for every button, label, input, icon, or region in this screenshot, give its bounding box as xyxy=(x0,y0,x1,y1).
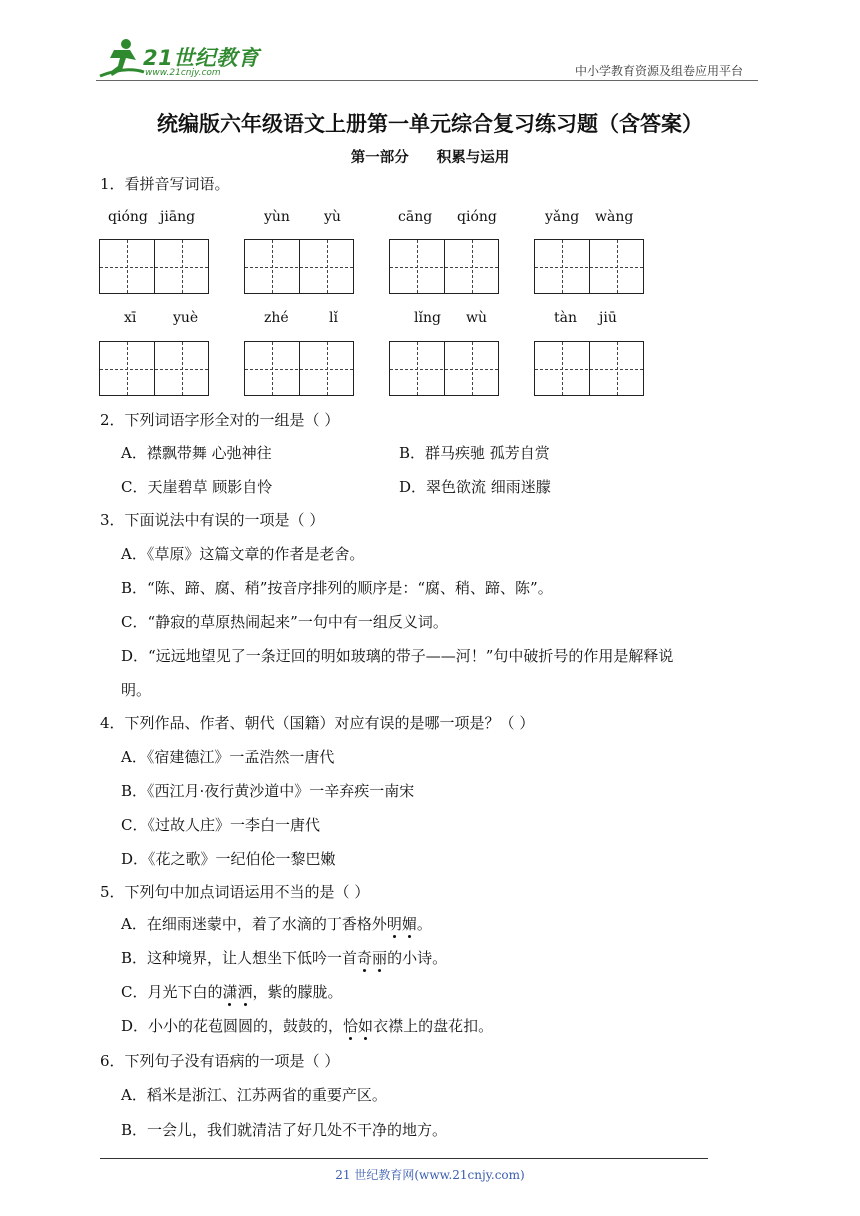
writing-box[interactable] xyxy=(389,239,499,294)
dotted-char: 明 xyxy=(386,915,402,933)
dotted-char: 恰 xyxy=(343,1017,359,1035)
dotted-char: 潇 xyxy=(222,983,238,1001)
option-b[interactable]: B．一会儿，我们就清洁了好几处不干净的地方。 xyxy=(121,1121,448,1139)
option-d-continued: 明。 xyxy=(121,681,152,699)
pinyin: yùn xyxy=(264,209,290,225)
pinyin: zhé xyxy=(264,310,289,326)
page-title: 统编版六年级语文上册第一单元综合复习练习题（含答案） xyxy=(157,111,703,136)
dotted-char: 丽 xyxy=(372,949,388,967)
option-c[interactable] xyxy=(121,982,343,1002)
header-platform-text: 中小学教育资源及组卷应用平台 xyxy=(575,64,744,78)
subtitle-section: 积累与运用 xyxy=(436,149,510,166)
question-4: 4．下列作品、作者、朝代（国籍）对应有误的是哪一项是？（ ） xyxy=(100,714,535,732)
question-5: 5．下列句中加点词语运用不当的是（ ） xyxy=(100,883,370,901)
question-2: 2．下列词语字形全对的一组是（ ） xyxy=(100,411,340,429)
pinyin: lǐng xyxy=(414,310,441,326)
dotted-char: 如 xyxy=(358,1017,374,1035)
pinyin: lǐ xyxy=(329,310,338,326)
footer-text: 21 世纪教育网(www.21cnjy.com) xyxy=(335,1168,525,1182)
option-a[interactable]: A．《草原》这篇文章的作者是老舍。 xyxy=(121,545,365,563)
option-b[interactable]: B．“陈、蹄、腐、稍”按音序排列的顺序是：“腐、稍、蹄、陈”。 xyxy=(121,579,553,597)
dotted-char: 洒 xyxy=(237,983,253,1001)
pinyin: wàng xyxy=(595,209,634,225)
pinyin: jiū xyxy=(599,310,617,326)
dotted-char: 媚 xyxy=(401,915,417,933)
option-d[interactable]: D．《花之歌》一纪伯伦一黎巴嫩 xyxy=(121,850,336,868)
footer-divider xyxy=(100,1158,708,1159)
option-b[interactable]: B．群马疾驰 孤芳自赏 xyxy=(399,444,550,462)
option-b[interactable]: B．《西江月·夜行黄沙道中》一辛弃疾一南宋 xyxy=(121,782,415,800)
writing-box[interactable] xyxy=(99,341,209,396)
section-subtitle xyxy=(0,146,860,167)
pinyin: wù xyxy=(466,310,487,326)
option-text: A．在细雨迷蒙中，着了水滴的丁香格外 xyxy=(121,915,387,933)
option-d[interactable] xyxy=(121,1016,493,1036)
option-a[interactable]: A．稻米是浙江、江苏两省的重要产区。 xyxy=(121,1086,387,1104)
option-text: B．这种境界，让人想坐下低吟一首 xyxy=(121,949,358,967)
pinyin: yù xyxy=(324,209,341,225)
option-text: C．月光下白的 xyxy=(121,983,223,1001)
option-c[interactable]: C．天崖碧草 顾影自怜 xyxy=(121,478,273,496)
dotted-char: 奇 xyxy=(357,949,373,967)
writing-box[interactable] xyxy=(534,239,644,294)
question-6: 6．下列句子没有语病的一项是（ ） xyxy=(100,1052,340,1070)
option-text: 的小诗。 xyxy=(387,949,448,967)
option-text: 。 xyxy=(416,915,432,933)
option-text: ，紫的朦胧。 xyxy=(252,983,343,1001)
option-a[interactable]: A．襟飘带舞 心弛神往 xyxy=(121,444,272,462)
option-a[interactable] xyxy=(121,914,432,934)
pinyin: qióng xyxy=(457,209,497,225)
pinyin: xī xyxy=(124,310,137,326)
question-3: 3．下面说法中有误的一项是（ ） xyxy=(100,511,325,529)
pinyin: tàn xyxy=(554,310,577,326)
option-d[interactable]: D．翠色欲流 细雨迷朦 xyxy=(399,478,551,496)
option-c[interactable]: C．《过故人庄》一李白一唐代 xyxy=(121,816,320,834)
writing-box[interactable] xyxy=(389,341,499,396)
option-b[interactable] xyxy=(121,948,447,968)
runner-icon xyxy=(100,39,144,76)
writing-box[interactable] xyxy=(244,239,354,294)
option-c[interactable]: C．“静寂的草原热闹起来”一句中有一组反义词。 xyxy=(121,613,448,631)
header-divider xyxy=(96,80,758,81)
logo-text: 21世纪教育 xyxy=(143,46,260,70)
pinyin: jiāng xyxy=(160,209,196,225)
option-text: 衣襟上的盘花扣。 xyxy=(373,1017,494,1035)
pinyin: yuè xyxy=(173,310,199,326)
writing-box[interactable] xyxy=(244,341,354,396)
pinyin: cāng xyxy=(398,209,433,225)
question-1: 1．看拼音写词语。 xyxy=(100,175,230,193)
option-a[interactable]: A．《宿建德江》一孟浩然一唐代 xyxy=(121,748,335,766)
option-d[interactable]: D．“远远地望见了一条迂回的明如玻璃的带子——河！”句中破折号的作用是解释说 xyxy=(121,647,674,665)
pinyin: yǎng xyxy=(545,209,580,225)
pinyin: qióng xyxy=(108,209,148,225)
writing-box[interactable] xyxy=(534,341,644,396)
logo-url: www.21cnjy.com xyxy=(145,68,221,78)
option-text: D．小小的花苞圆圆的，鼓鼓的， xyxy=(121,1017,344,1035)
writing-box[interactable] xyxy=(99,239,209,294)
subtitle-part: 第一部分 xyxy=(350,149,409,166)
